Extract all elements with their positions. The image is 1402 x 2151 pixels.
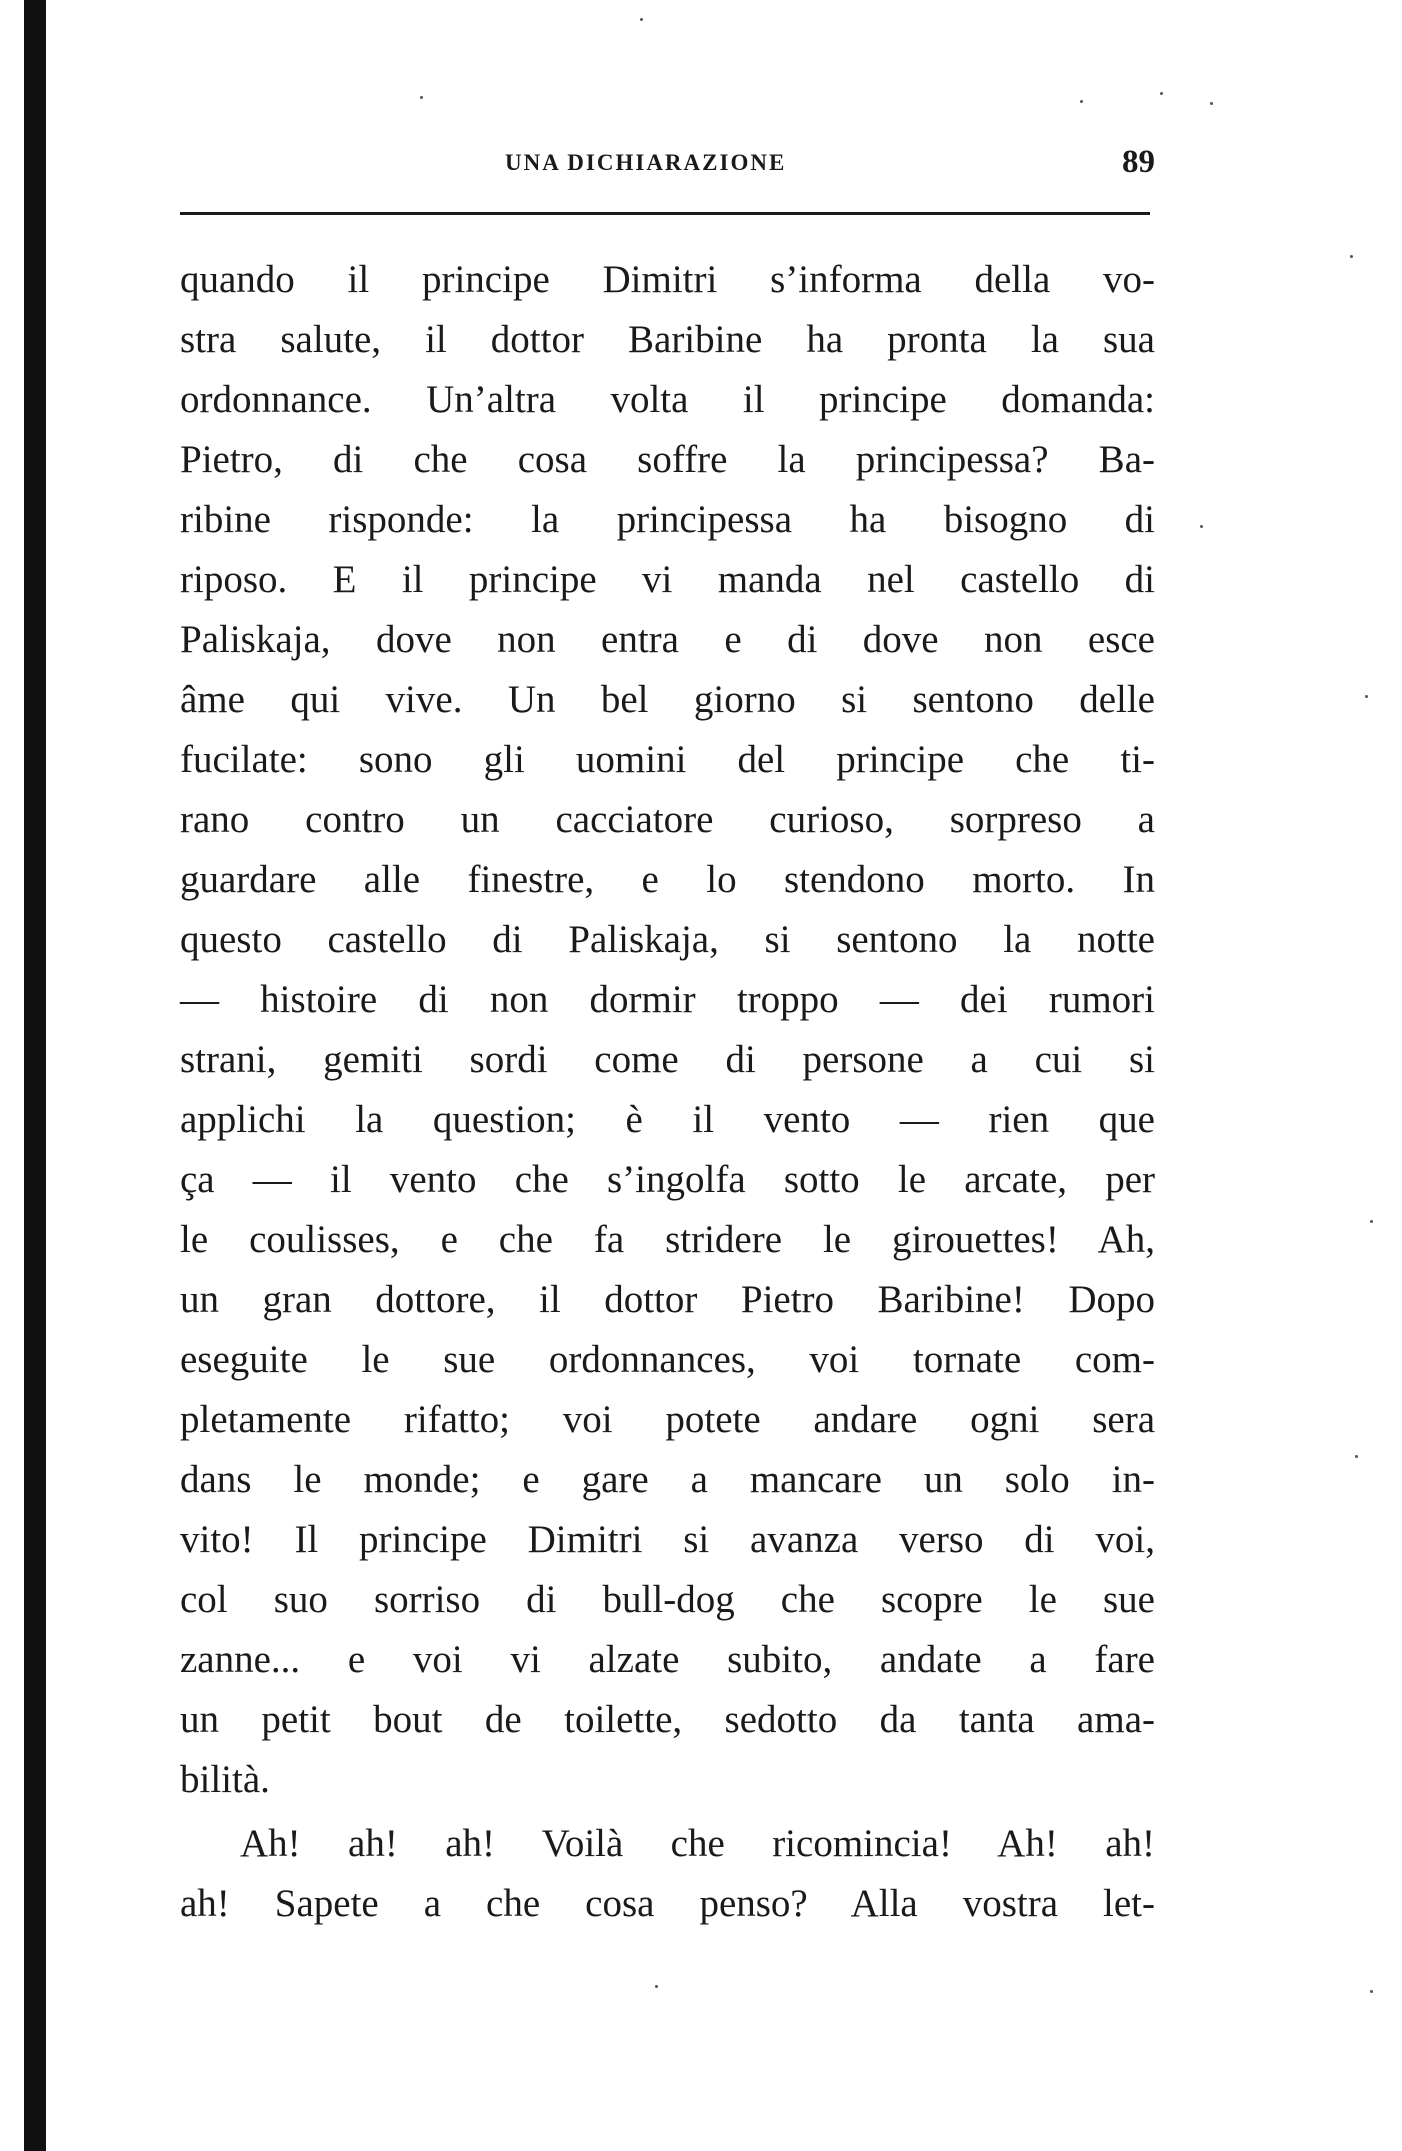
text-line: ça — il vento che s’ingolfa sotto le arcate, per (180, 1158, 1155, 1201)
body-text (180, 250, 1155, 1934)
text-line: dans le monde; e gare a mancare un solo in- (180, 1458, 1155, 1501)
scan-speck (1160, 92, 1163, 95)
paragraph (180, 250, 1155, 1810)
text-line: Pietro, di che cosa soffre la principessa? Ba- (180, 438, 1155, 481)
text-line: ordonnance. Un’altra volta il principe domanda: (180, 378, 1155, 421)
scan-speck (1210, 102, 1213, 105)
text-line: questo castello di Paliskaja, si sentono la notte (180, 918, 1155, 961)
text-line: Ah! ah! ah! Voilà che ricomincia! Ah! ah! (240, 1822, 1155, 1865)
scan-speck (1350, 255, 1353, 258)
paragraph (180, 1814, 1155, 1934)
scan-speck (1080, 100, 1083, 103)
scan-speck (1365, 695, 1368, 698)
text-line: riposo. E il principe vi manda nel castello di (180, 558, 1155, 601)
scan-speck (420, 96, 423, 99)
page-number: 89 (1122, 144, 1155, 180)
text-line: ah! Sapete a che cosa penso? Alla vostra let- (180, 1882, 1155, 1925)
text-line: un gran dottore, il dottor Pietro Baribine! Dopo (180, 1278, 1155, 1321)
text-line: col suo sorriso di bull-dog che scopre le sue (180, 1578, 1155, 1621)
text-line: pletamente rifatto; voi potete andare ogni sera (180, 1398, 1155, 1441)
text-line: quando il principe Dimitri s’informa della vo- (180, 258, 1155, 301)
scan-speck (1370, 1220, 1373, 1223)
page-binding-edge (24, 0, 46, 2151)
text-line: ribine risponde: la principessa ha bisogno di (180, 498, 1155, 541)
text-line: applichi la question; è il vento — rien que (180, 1098, 1155, 1141)
text-line: guardare alle finestre, e lo stendono morto. In (180, 858, 1155, 901)
text-line: le coulisses, e che fa stridere le girouettes! Ah, (180, 1218, 1155, 1261)
text-line: un petit bout de toilette, sedotto da tanta ama- (180, 1698, 1155, 1741)
text-line: vito! Il principe Dimitri si avanza verso di voi, (180, 1518, 1155, 1561)
scan-speck (1370, 1990, 1373, 1993)
page-header (180, 144, 1155, 190)
running-title: UNA DICHIARAZIONE (505, 150, 787, 175)
text-line: Paliskaja, dove non entra e di dove non esce (180, 618, 1155, 661)
header-rule (180, 212, 1150, 215)
text-line: bilità. (180, 1758, 270, 1801)
scan-speck (1200, 525, 1203, 528)
text-line: âme qui vive. Un bel giorno si sentono delle (180, 678, 1155, 721)
scan-speck (640, 18, 643, 21)
scan-speck (655, 1985, 658, 1988)
scan-speck (1355, 1455, 1358, 1458)
text-line: rano contro un cacciatore curioso, sorpreso a (180, 798, 1155, 841)
text-line: — histoire di non dormir troppo — dei rumori (180, 978, 1155, 1021)
text-line: zanne... e voi vi alzate subito, andate a fare (180, 1638, 1155, 1681)
text-line: fucilate: sono gli uomini del principe che ti- (180, 738, 1155, 781)
text-line: eseguite le sue ordonnances, voi tornate com- (180, 1338, 1155, 1381)
text-line: stra salute, il dottor Baribine ha pronta la sua (180, 318, 1155, 361)
text-line: strani, gemiti sordi come di persone a cui si (180, 1038, 1155, 1081)
